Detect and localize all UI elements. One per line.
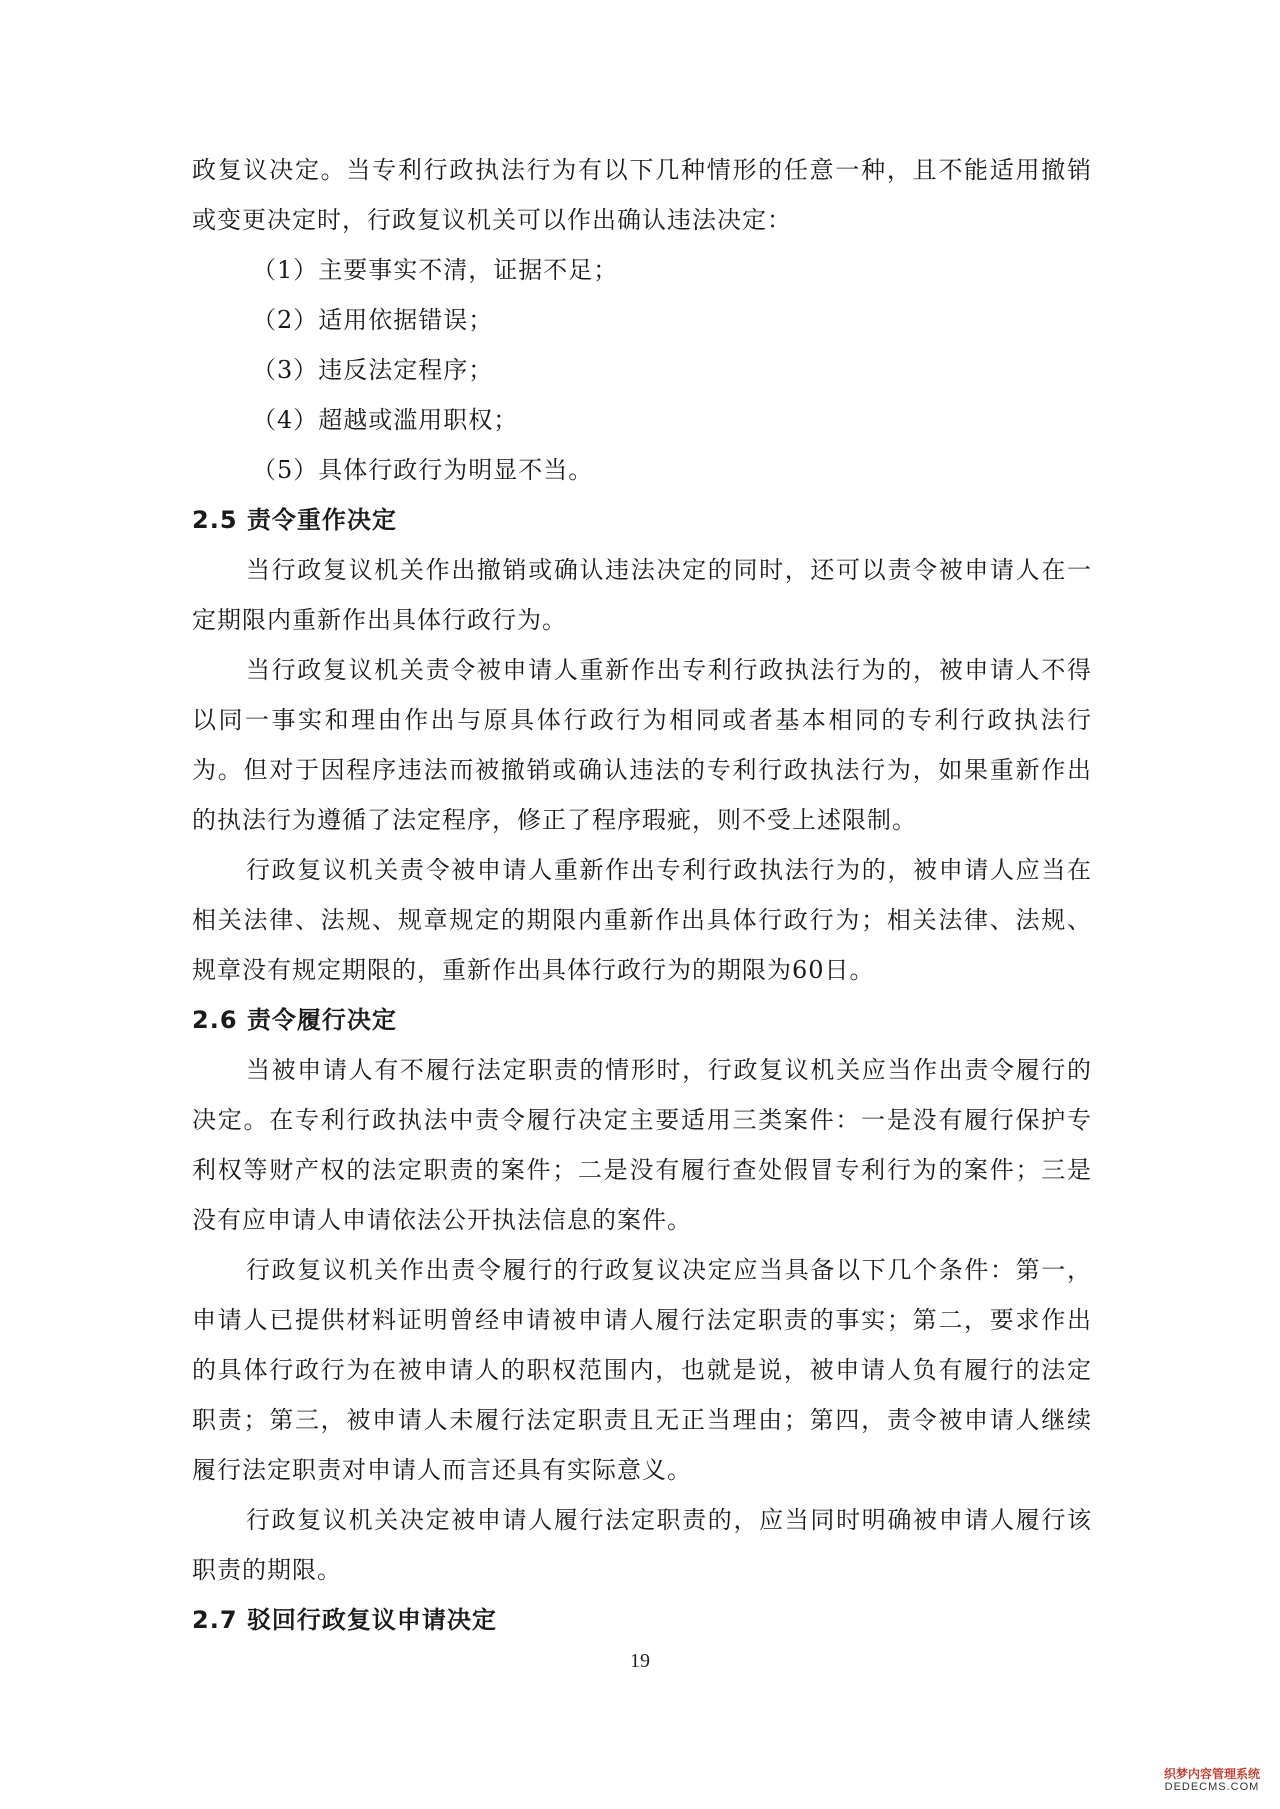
page-number: 19 [630,1650,650,1672]
list-item: （3）违反法定程序； [252,356,494,384]
paragraph-line: 以同一事实和理由作出与原具体行政行为相同或者基本相同的专利行政执法行 [192,706,1092,734]
paragraph-first-line: 当行政复议机关责令被申请人重新作出专利行政执法行为的，被申请人不得 [246,656,1092,684]
paragraph-line: 利权等财产权的法定职责的案件；二是没有履行查处假冒专利行为的案件；三是 [192,1156,1092,1184]
paragraph-first-line: 行政复议机关作出责令履行的行政复议决定应当具备以下几个条件：第一， [246,1256,1092,1284]
paragraph-line: 为。但对于因程序违法而被撤销或确认违法的专利行政执法行为，如果重新作出 [192,756,1092,784]
paragraph-line-end: 规章没有规定期限的，重新作出具体行政行为的期限为60日。 [192,956,875,984]
section-heading: 2.5 责令重作决定 [192,506,397,534]
section-heading: 2.6 责令履行决定 [192,1006,397,1034]
paragraph-line-end: 履行法定职责对申请人而言还具有实际意义。 [192,1456,692,1484]
paragraph-line: 相关法律、法规、规章规定的期限内重新作出具体行政行为；相关法律、法规、 [192,906,1092,934]
watermark-logo [1158,1768,1266,1793]
paragraph-line-end: 的执法行为遵循了法定程序，修正了程序瑕疵，则不受上述限制。 [192,806,917,834]
paragraph-line-end: 定期限内重新作出具体行政行为。 [192,606,567,634]
paragraph-line-end: 没有应申请人申请依法公开执法信息的案件。 [192,1206,692,1234]
paragraph-line: 的具体行政行为在被申请人的职权范围内，也就是说，被申请人负有履行的法定 [192,1356,1092,1384]
paragraph-line: 申请人已提供材料证明曾经申请被申请人履行法定职责的事实；第二，要求作出 [192,1306,1092,1334]
watermark-text-bottom: DEDECMS.COM [1164,1780,1260,1793]
list-item: （4）超越或滥用职权； [252,406,519,434]
paragraph-line-end: 或变更决定时，行政复议机关可以作出确认违法决定： [192,206,792,234]
list-item: （2）适用依据错误； [252,306,494,334]
list-item: （5）具体行政行为明显不当。 [252,456,594,484]
paragraph-first-line: 行政复议机关决定被申请人履行法定职责的，应当同时明确被申请人履行该 [246,1506,1092,1534]
section-heading: 2.7 驳回行政复议申请决定 [192,1606,497,1634]
list-item: （1）主要事实不清，证据不足； [252,256,619,284]
paragraph-first-line: 当行政复议机关作出撤销或确认违法决定的同时，还可以责令被申请人在一 [246,556,1092,584]
paragraph-line: 职责；第三，被申请人未履行法定职责且无正当理由；第四，责令被申请人继续 [192,1406,1092,1434]
document-body [192,145,1092,1645]
paragraph-line: 政复议决定。当专利行政执法行为有以下几种情形的任意一种，且不能适用撤销 [192,156,1092,184]
paragraph-line-end: 职责的期限。 [192,1556,342,1584]
watermark-text-top: 织梦内容管理系统 [1163,1766,1260,1781]
paragraph-first-line: 行政复议机关责令被申请人重新作出专利行政执法行为的，被申请人应当在 [246,856,1092,884]
paragraph-line: 决定。在专利行政执法中责令履行决定主要适用三类案件：一是没有履行保护专 [192,1106,1092,1134]
paragraph-first-line: 当被申请人有不履行法定职责的情形时，行政复议机关应当作出责令履行的 [246,1056,1092,1084]
